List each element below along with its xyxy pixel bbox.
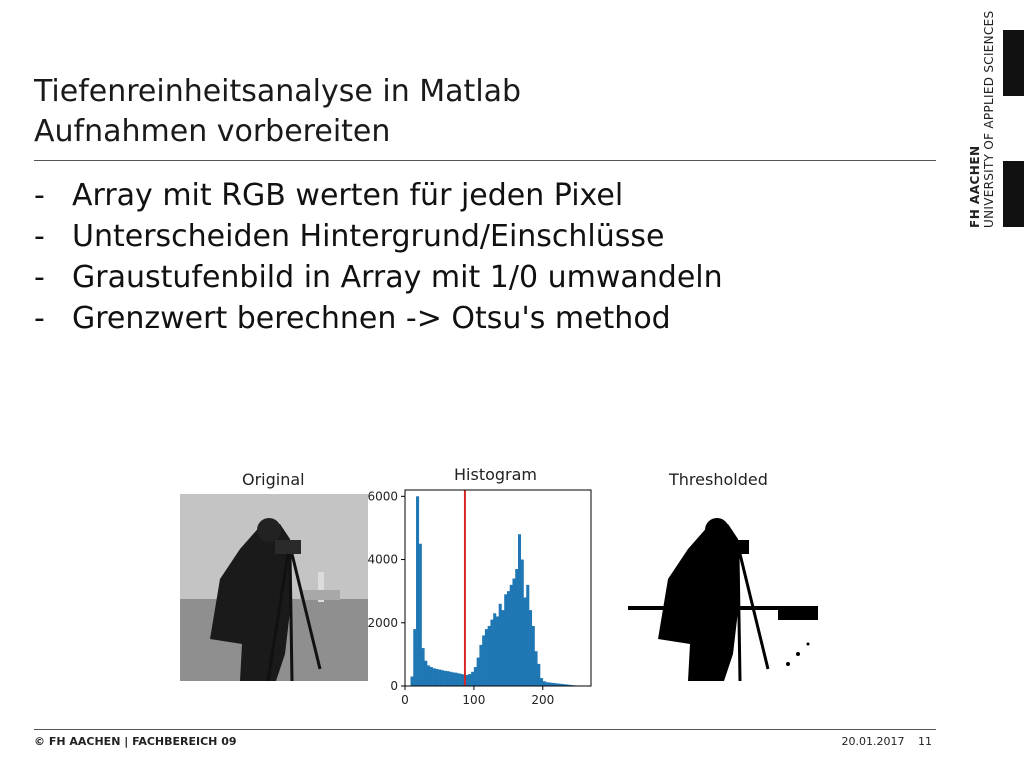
- histogram-bar: [471, 672, 474, 686]
- title-divider: [34, 160, 936, 161]
- logo-bar-top: [1003, 30, 1024, 96]
- histogram-bar: [438, 670, 441, 686]
- original-label: Original: [242, 470, 305, 489]
- histogram-bar: [499, 604, 502, 686]
- thresholded-image: [628, 494, 818, 681]
- y-tick-label: 6000: [367, 489, 398, 504]
- histogram-bar: [424, 661, 427, 686]
- histogram-bar: [532, 626, 535, 686]
- histogram-bar: [433, 668, 436, 686]
- histogram-bar: [504, 594, 507, 686]
- histogram-bar: [446, 671, 449, 686]
- histogram-bar: [521, 560, 524, 686]
- bullet-list: [34, 175, 723, 339]
- histogram-bar: [523, 597, 526, 686]
- histogram-bar: [452, 672, 455, 686]
- histogram-bar: [457, 673, 460, 686]
- histogram-bar: [444, 671, 447, 686]
- histogram-bar: [413, 629, 416, 686]
- histogram-bar: [510, 585, 513, 686]
- histogram-bar: [435, 669, 438, 686]
- histogram-bar: [490, 620, 493, 686]
- footer-divider: [34, 729, 936, 730]
- bullet-item: [34, 216, 723, 257]
- histogram-bar: [482, 635, 485, 686]
- histogram-bar: [515, 569, 518, 686]
- bullet-item: [34, 175, 723, 216]
- histogram-bar: [419, 544, 422, 686]
- histogram-bar: [474, 667, 477, 686]
- footer-page-number: 11: [918, 735, 932, 748]
- histogram-bar: [529, 610, 532, 686]
- histogram-bar: [507, 591, 510, 686]
- histogram-bar: [455, 673, 458, 686]
- histogram-bar: [540, 678, 543, 686]
- histogram-bar: [477, 658, 480, 686]
- footer-copyright: © FH AACHEN | FACHBEREICH 09: [34, 735, 237, 748]
- bullet-dash: -: [34, 301, 45, 336]
- bullet-text: Graustufenbild in Array mit 1/0 umwandeln: [72, 260, 723, 295]
- bullet-text: Unterscheiden Hintergrund/Einschlüsse: [72, 219, 665, 254]
- footer-meta: [832, 735, 932, 748]
- logo-name: FH AACHEN: [968, 145, 982, 228]
- histogram-bar: [479, 645, 482, 686]
- bullet-dash: -: [34, 219, 45, 254]
- y-tick-label: 2000: [367, 615, 398, 630]
- original-image: [180, 494, 368, 681]
- histogram-bar: [518, 534, 521, 686]
- title-line-1: Tiefenreinheitsanalyse in Matlab: [34, 74, 522, 109]
- histogram-bar: [546, 682, 549, 686]
- logo-bar-bottom: [1003, 161, 1024, 227]
- y-tick-label: 4000: [367, 552, 398, 567]
- bullet-dash: -: [34, 260, 45, 295]
- footer-date: 20.01.2017: [841, 735, 905, 748]
- histogram-bar: [427, 665, 430, 686]
- histogram-bar: [526, 585, 529, 686]
- histogram-bar: [496, 616, 499, 686]
- histogram-bar: [411, 677, 414, 686]
- logo-subtitle: UNIVERSITY OF APPLIED SCIENCES: [982, 10, 996, 228]
- bullet-item: [34, 298, 723, 339]
- x-tick-label: 200: [531, 693, 555, 707]
- x-tick-label: 100: [462, 693, 486, 707]
- bullet-text: Grenzwert berechnen -> Otsu's method: [72, 301, 671, 336]
- histogram-bar: [422, 648, 425, 686]
- histogram-bar: [488, 626, 491, 686]
- histogram-bar: [548, 683, 551, 686]
- histogram-bar: [485, 629, 488, 686]
- slide-title: [34, 72, 521, 152]
- histogram-bar: [535, 651, 538, 686]
- title-line-2: Aufnahmen vorbereiten: [34, 114, 391, 149]
- histogram-chart: [355, 486, 600, 714]
- x-tick-label: 0: [401, 693, 409, 707]
- thresholded-label: Thresholded: [669, 470, 768, 489]
- histogram-bar: [441, 670, 444, 686]
- histogram-bar: [501, 610, 504, 686]
- histogram-bar: [537, 664, 540, 686]
- y-tick-label: 0: [390, 679, 398, 693]
- bullet-dash: -: [34, 178, 45, 213]
- histogram-bar: [416, 496, 419, 686]
- histogram-label: Histogram: [454, 465, 537, 484]
- histogram-bar: [449, 672, 452, 686]
- histogram-bar: [460, 674, 463, 686]
- university-logo: [968, 11, 996, 228]
- histogram-bar: [466, 675, 469, 686]
- bullet-item: [34, 257, 723, 298]
- bullet-text: Array mit RGB werten für jeden Pixel: [72, 178, 624, 213]
- histogram-bar: [493, 613, 496, 686]
- histogram-bar: [543, 681, 546, 686]
- histogram-bar: [468, 674, 471, 686]
- histogram-bar: [430, 667, 433, 686]
- histogram-bar: [512, 579, 515, 686]
